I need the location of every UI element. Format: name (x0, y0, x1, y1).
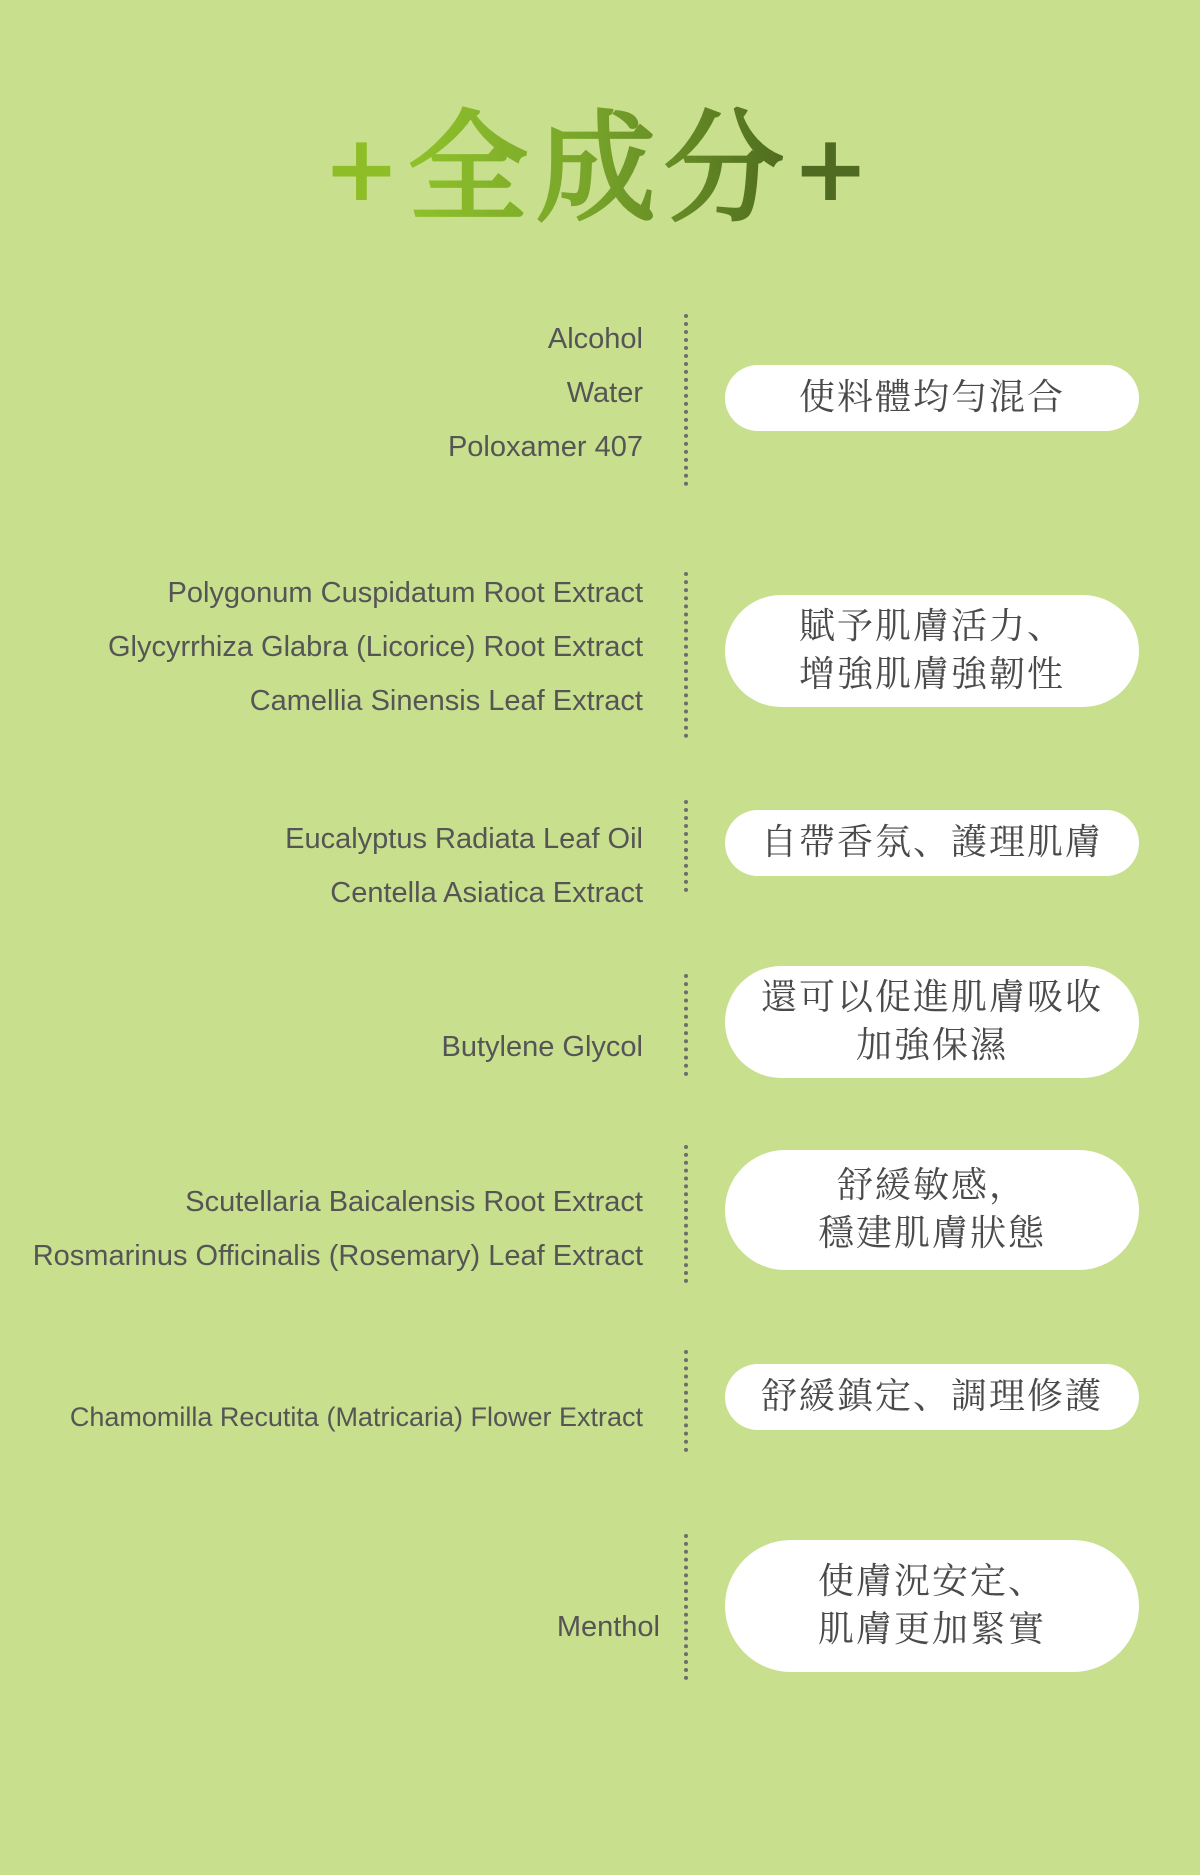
ingredient-name: Camellia Sinensis Leaf Extract (249, 685, 643, 717)
ingredient-name: Poloxamer 407 (447, 431, 643, 463)
ingredient-list (285, 812, 643, 920)
benefit-text: 賦予肌膚活力、 (798, 606, 1065, 647)
benefit-text: 使料體均勻混合 (798, 377, 1065, 418)
ingredient-name: Chamomilla Recutita (Matricaria) Flower Extract (69, 1402, 643, 1432)
ingredient-list (33, 1175, 643, 1283)
benefit-text: 還可以促進肌膚吸收 (760, 977, 1103, 1018)
benefit-text: 加強保濕 (855, 1025, 1008, 1066)
ingredient-list (442, 1020, 644, 1074)
dotted-divider (684, 1350, 688, 1452)
benefit-text: 使膚況安定、 (817, 1561, 1046, 1602)
ingredient-list (557, 1600, 660, 1654)
dotted-divider (684, 1534, 688, 1680)
benefit-pill (725, 365, 1139, 431)
benefit-pill (725, 1540, 1139, 1672)
benefit-pill (725, 1364, 1139, 1430)
benefit-text: 穩建肌膚狀態 (817, 1213, 1046, 1254)
title-text: 全成分 (408, 100, 792, 239)
page-title (0, 100, 1200, 239)
dotted-divider (684, 314, 688, 486)
plus-left-icon: + (322, 115, 408, 222)
ingredient-name: Rosmarinus Officinalis (Rosemary) Leaf Extract (32, 1240, 643, 1272)
plus-right-icon: + (792, 115, 878, 222)
dotted-divider (684, 572, 688, 738)
benefit-text: 肌膚更加緊實 (817, 1609, 1046, 1650)
dotted-divider (684, 1145, 688, 1283)
ingredient-list (108, 566, 643, 728)
benefit-pill (725, 595, 1139, 707)
ingredient-name: Scutellaria Baicalensis Root Extract (185, 1186, 643, 1218)
ingredient-name: Alcohol (547, 323, 643, 355)
ingredient-name: Water (566, 377, 643, 409)
ingredient-name: Menthol (556, 1611, 660, 1643)
benefit-pill (725, 810, 1139, 876)
ingredient-name: Centella Asiatica Extract (330, 877, 643, 909)
benefit-text: 增強肌膚強韌性 (798, 654, 1065, 695)
ingredient-list (70, 1390, 643, 1444)
ingredient-list (448, 312, 643, 474)
ingredient-name: Polygonum Cuspidatum Root Extract (167, 577, 643, 609)
ingredient-name: Glycyrrhiza Glabra (Licorice) Root Extract (107, 631, 643, 663)
benefit-text: 舒緩敏感， (836, 1165, 1027, 1206)
benefit-text: 舒緩鎮定、調理修護 (760, 1376, 1103, 1417)
benefit-pill (725, 1150, 1139, 1270)
dotted-divider (684, 800, 688, 892)
ingredient-name: Eucalyptus Radiata Leaf Oil (285, 823, 643, 855)
benefit-text: 自帶香氛、護理肌膚 (760, 822, 1103, 863)
dotted-divider (684, 974, 688, 1076)
benefit-pill (725, 966, 1139, 1078)
ingredient-name: Butylene Glycol (441, 1031, 643, 1063)
